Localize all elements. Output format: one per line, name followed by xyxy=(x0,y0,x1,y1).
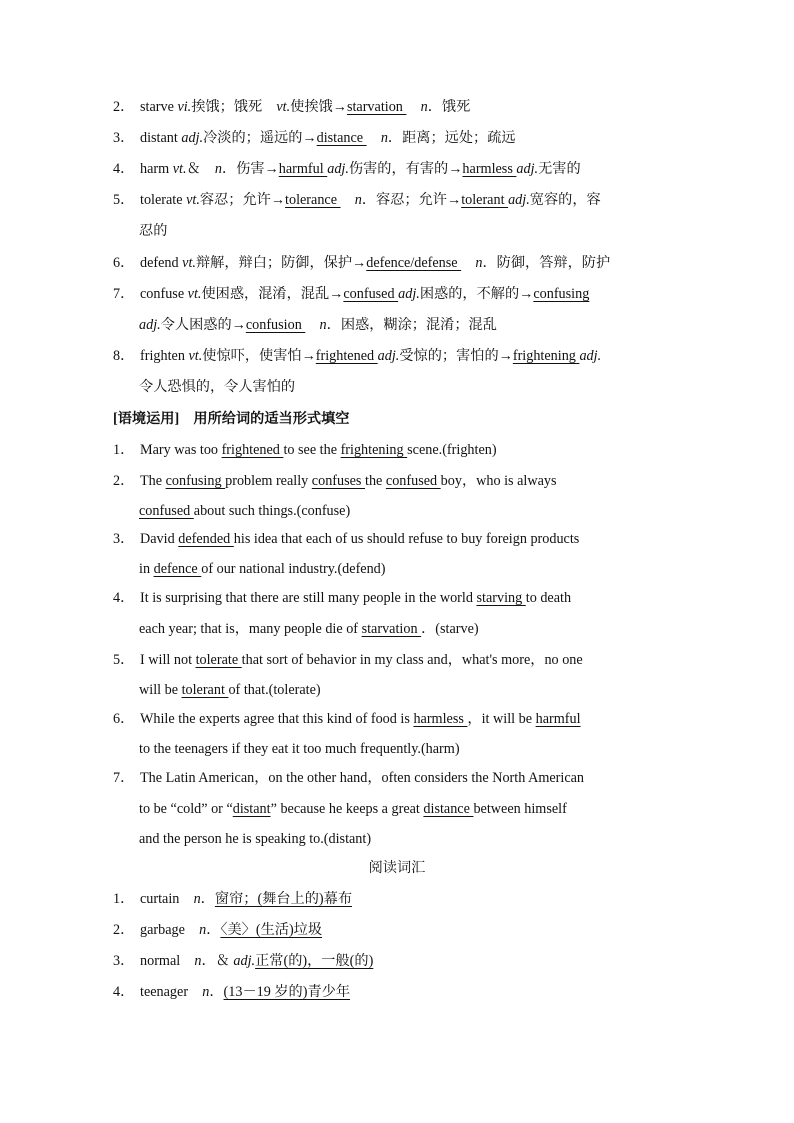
text-segment: 挨饿；饿死 xyxy=(191,99,277,115)
item-number: 4． xyxy=(113,590,135,606)
answer-text: distant xyxy=(232,801,271,817)
text-segment: n xyxy=(199,922,207,938)
exercise-item xyxy=(113,769,693,787)
answer-text: confusing xyxy=(533,286,590,302)
answer-text: 窗帘；(舞台上的)幕布 xyxy=(214,891,353,907)
reading-heading: 阅读词汇 xyxy=(368,860,426,876)
exercise-item-continued xyxy=(139,740,719,758)
answer-text: starvation xyxy=(346,99,407,115)
item-number: 7． xyxy=(113,286,135,302)
text-segment: the xyxy=(365,473,386,489)
text-segment: I will not xyxy=(140,652,196,668)
answer-text: confused xyxy=(385,473,441,489)
text-segment: and the person he is speaking to.(distant) xyxy=(139,831,372,847)
text-segment: to be “cold” or “ xyxy=(139,801,233,817)
item-number: 5． xyxy=(113,192,135,208)
text-segment: David xyxy=(140,531,179,547)
item-number: 3． xyxy=(113,531,135,547)
item-number: 2． xyxy=(113,99,135,115)
text-segment: to the teenagers if they eat it too much frequently.(harm) xyxy=(139,741,460,757)
item-number: 1． xyxy=(113,891,135,907)
text-segment xyxy=(305,317,319,333)
item-number: 2． xyxy=(113,922,135,938)
item-number: 6． xyxy=(113,711,135,727)
word-form-item-continued xyxy=(139,316,719,334)
text-segment: adj. xyxy=(377,348,400,364)
text-segment: 宽容的，容 xyxy=(529,192,601,208)
text-segment: ” because he keeps a great xyxy=(270,801,424,817)
text-segment: The xyxy=(140,473,166,489)
item-number: 7． xyxy=(113,770,135,786)
text-segment: While the experts agree that this kind of food is xyxy=(140,711,414,727)
word-form-item-continued xyxy=(139,378,719,396)
answer-text: confusing xyxy=(165,473,226,489)
text-segment: n xyxy=(202,984,210,1000)
text-segment: ．容忍；允许→ xyxy=(361,192,462,208)
answer-text: harmful xyxy=(278,161,328,177)
text-segment: about such things.(confuse) xyxy=(193,503,351,519)
answer-text: defended xyxy=(178,531,234,547)
text-segment: n xyxy=(214,161,222,177)
item-number: 5． xyxy=(113,652,135,668)
item-number: 2． xyxy=(113,473,135,489)
text-segment: ．饿死 xyxy=(427,99,471,115)
text-segment: adj. xyxy=(139,317,161,333)
text-segment: 忍的 xyxy=(139,223,168,239)
answer-text: distance xyxy=(316,130,367,146)
item-number: 1． xyxy=(113,442,135,458)
exercise-item-continued xyxy=(139,620,719,638)
text-segment: 受惊的；害怕的→ xyxy=(399,348,513,364)
text-segment: 令人恐惧的，令人害怕的 xyxy=(139,379,296,395)
text-segment: between himself xyxy=(473,801,567,817)
word-form-item xyxy=(113,160,693,178)
exercise-item-continued xyxy=(139,560,719,578)
text-segment: ．距离；远处；疏远 xyxy=(387,130,516,146)
word-form-item xyxy=(113,129,693,147)
text-segment: Mary was too xyxy=(140,442,222,458)
text-segment: 无害的 xyxy=(538,161,581,177)
text-segment: his idea that each of us should refuse to buy foreign products xyxy=(233,531,580,547)
text-segment: vt. xyxy=(172,161,187,177)
text-segment: confuse xyxy=(140,286,188,302)
text-segment: adj. xyxy=(398,286,420,302)
text-segment: 冷淡的；遥远的→ xyxy=(203,130,317,146)
word-form-item xyxy=(113,98,693,116)
text-segment: n xyxy=(194,953,202,969)
text-segment: It is surprising that there are still many people in the world xyxy=(140,590,477,606)
text-segment: ＆ xyxy=(186,161,215,177)
text-segment: harm xyxy=(140,161,173,177)
text-segment: ．(starve) xyxy=(421,621,479,637)
text-segment: problem really xyxy=(225,473,312,489)
text-segment: vt. xyxy=(188,348,203,364)
text-segment: frighten xyxy=(140,348,189,364)
text-segment: 使困惑，混淆，混乱→ xyxy=(201,286,344,302)
text-segment xyxy=(341,192,355,208)
exercise-item-continued xyxy=(139,800,719,818)
exercise-item xyxy=(113,472,693,490)
answer-text: frightening xyxy=(340,442,408,458)
reading-vocab-item xyxy=(113,983,693,1001)
text-segment: ，it will be xyxy=(467,711,536,727)
exercise-item-continued xyxy=(139,681,719,699)
text-segment: 容忍；允许→ xyxy=(199,192,286,208)
text-segment: n xyxy=(380,130,388,146)
text-segment: vi. xyxy=(177,99,192,115)
text-segment: that sort of behavior in my class and，what's more，no one xyxy=(241,652,583,668)
text-segment xyxy=(406,99,420,115)
answer-text: frightened xyxy=(221,442,284,458)
text-segment: ．防御，答辩，防护 xyxy=(482,255,611,271)
text-segment: vt. xyxy=(186,192,200,208)
text-segment: to see the xyxy=(283,442,341,458)
item-number: 8． xyxy=(113,348,135,364)
answer-text: frightened xyxy=(315,348,378,364)
answer-text: starvation xyxy=(361,621,422,637)
word-form-item xyxy=(113,191,693,209)
text-segment: adj. xyxy=(233,953,256,969)
text-segment: adj. xyxy=(181,130,204,146)
text-segment xyxy=(461,255,475,271)
text-segment: curtain xyxy=(140,891,194,907)
word-form-item-continued xyxy=(139,222,719,240)
text-segment: boy，who is always xyxy=(440,473,557,489)
text-segment: defend xyxy=(140,255,183,271)
text-segment: adj. xyxy=(508,192,530,208)
text-segment: ． xyxy=(209,984,224,1000)
answer-text: tolerant xyxy=(181,682,229,698)
word-form-item xyxy=(113,285,693,303)
item-number: 3． xyxy=(113,953,135,969)
text-segment: starve xyxy=(140,99,178,115)
answer-text: distance xyxy=(423,801,474,817)
word-form-item xyxy=(113,347,693,365)
answer-text: (13－19 岁的)青少年 xyxy=(223,984,351,1000)
answer-text: confused xyxy=(139,503,194,519)
exercise-item xyxy=(113,441,693,459)
exercise-item xyxy=(113,530,693,548)
answer-text: confuses xyxy=(311,473,365,489)
item-number: 6． xyxy=(113,255,135,271)
text-segment: vt. xyxy=(276,99,291,115)
answer-text: harmless xyxy=(462,161,517,177)
answer-text: confusion xyxy=(245,317,306,333)
text-segment: of that.(tolerate) xyxy=(228,682,321,698)
section-heading: [语境运用] 用所给词的适当形式填空 xyxy=(113,411,350,427)
answer-text: frightening xyxy=(512,348,580,364)
exercise-item-continued xyxy=(139,830,719,848)
answer-text: harmful xyxy=(535,711,581,727)
reading-vocab-item xyxy=(113,890,693,908)
text-segment: adj. xyxy=(579,348,602,364)
text-segment: will be xyxy=(139,682,182,698)
text-segment: 使挨饿→ xyxy=(290,99,347,115)
text-segment: scene.(frighten) xyxy=(407,442,497,458)
word-form-item xyxy=(113,254,693,272)
text-segment: n xyxy=(354,192,362,208)
text-segment xyxy=(367,130,381,146)
answer-text: defence xyxy=(153,561,202,577)
text-segment: in xyxy=(139,561,154,577)
answer-text: 〈美〉(生活)垃圾 xyxy=(220,922,323,938)
text-segment: vt. xyxy=(182,255,196,271)
text-segment: 使惊吓，使害怕→ xyxy=(202,348,316,364)
text-segment: n xyxy=(420,99,428,115)
exercise-item-continued xyxy=(139,502,719,520)
text-segment: normal xyxy=(140,953,195,969)
text-segment: adj. xyxy=(327,161,349,177)
answer-text: confused xyxy=(343,286,399,302)
text-segment: 令人困惑的→ xyxy=(160,317,246,333)
exercise-item xyxy=(113,651,693,669)
text-segment: ．困惑，糊涂；混淆；混乱 xyxy=(326,317,497,333)
reading-vocab-item xyxy=(113,952,693,970)
answer-text: tolerant xyxy=(461,192,509,208)
item-number: 4． xyxy=(113,161,135,177)
answer-text: harmless xyxy=(413,711,468,727)
answer-text: defence/defense xyxy=(366,255,462,271)
text-segment: n xyxy=(193,891,201,907)
text-segment: ．＆ xyxy=(201,953,234,969)
text-segment: ． xyxy=(206,922,221,938)
exercise-item xyxy=(113,710,693,728)
text-segment: n xyxy=(319,317,327,333)
text-segment: n xyxy=(475,255,483,271)
text-segment: tolerate xyxy=(140,192,187,208)
text-segment: garbage xyxy=(140,922,200,938)
text-segment: ．伤害→ xyxy=(221,161,279,177)
item-number: 3． xyxy=(113,130,135,146)
item-number: 4． xyxy=(113,984,135,1000)
answer-text: starving xyxy=(476,590,526,606)
answer-text: tolerate xyxy=(195,652,242,668)
answer-text: tolerance xyxy=(285,192,341,208)
answer-text: 正常(的)，一般(的) xyxy=(255,953,374,969)
exercise-item xyxy=(113,589,693,607)
text-segment: distant xyxy=(140,130,182,146)
text-segment: The Latin American，on the other hand，often considers the North American xyxy=(140,770,585,786)
text-segment: of our national industry.(defend) xyxy=(201,561,386,577)
text-segment: 伤害的，有害的→ xyxy=(348,161,463,177)
text-segment: to death xyxy=(525,590,572,606)
text-segment: 辩解，辩白；防御，保护→ xyxy=(195,255,367,271)
text-segment: teenager xyxy=(140,984,203,1000)
text-segment: 困惑的，不解的→ xyxy=(419,286,534,302)
reading-vocab-item xyxy=(113,921,693,939)
text-segment: each year; that is，many people die of xyxy=(139,621,362,637)
text-segment: adj. xyxy=(516,161,539,177)
text-segment: vt. xyxy=(187,286,202,302)
text-segment: ． xyxy=(200,891,215,907)
